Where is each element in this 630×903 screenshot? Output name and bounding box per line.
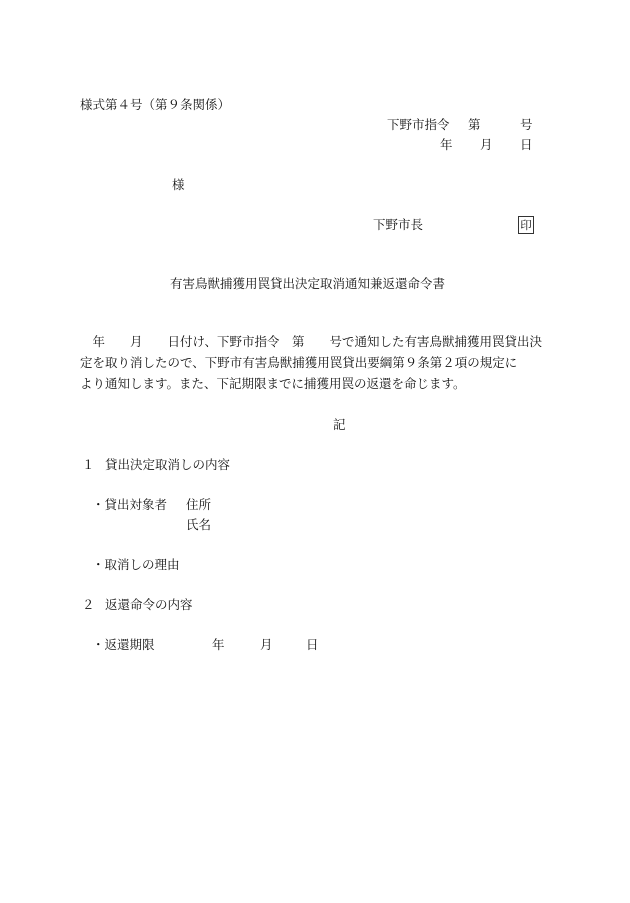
body-paragraph [80,331,550,394]
deadline-year: 年 [212,637,225,652]
target-label: ・貸出対象者 [92,497,168,512]
reason-label: ・取消しの理由 [92,557,180,572]
seal-mark: 印 [518,216,534,234]
date-day: 日 [520,137,533,152]
sender-title: 下野市長 [373,217,424,232]
document-title: 有害鳥獣捕獲用罠貸出決定取消通知兼返還命令書 [170,276,446,291]
body-line: より通知します。また、下記期限までに捕獲用罠の返還を命じます。 [80,376,466,391]
name-label: 氏名 [186,517,212,532]
body-line: 年 月 日付け、下野市指令 第 号で通知した有害鳥獣捕獲用罠貸出決 [80,334,543,349]
reference-issuer: 下野市指令 [387,117,450,132]
reference-go: 号 [520,117,533,132]
deadline-month: 月 [260,637,273,652]
reference-dai: 第 [468,117,481,132]
section2-number: ２ [82,597,95,612]
body-line: 定を取り消したので、下野市有害鳥獣捕獲用罠貸出要綱第９条第２項の規定に [80,355,518,370]
section2-heading: 返還命令の内容 [105,597,193,612]
ki-heading: 記 [333,417,346,432]
section1-number: １ [82,457,95,472]
deadline-label: ・返還期限 [92,637,155,652]
form-number: 様式第４号（第９条関係） [80,97,231,112]
address-label: 住所 [186,497,212,512]
addressee-suffix: 様 [172,177,185,192]
date-month: 月 [480,137,493,152]
deadline-day: 日 [306,637,319,652]
section1-heading: 貸出決定取消しの内容 [105,457,231,472]
date-year: 年 [440,137,453,152]
